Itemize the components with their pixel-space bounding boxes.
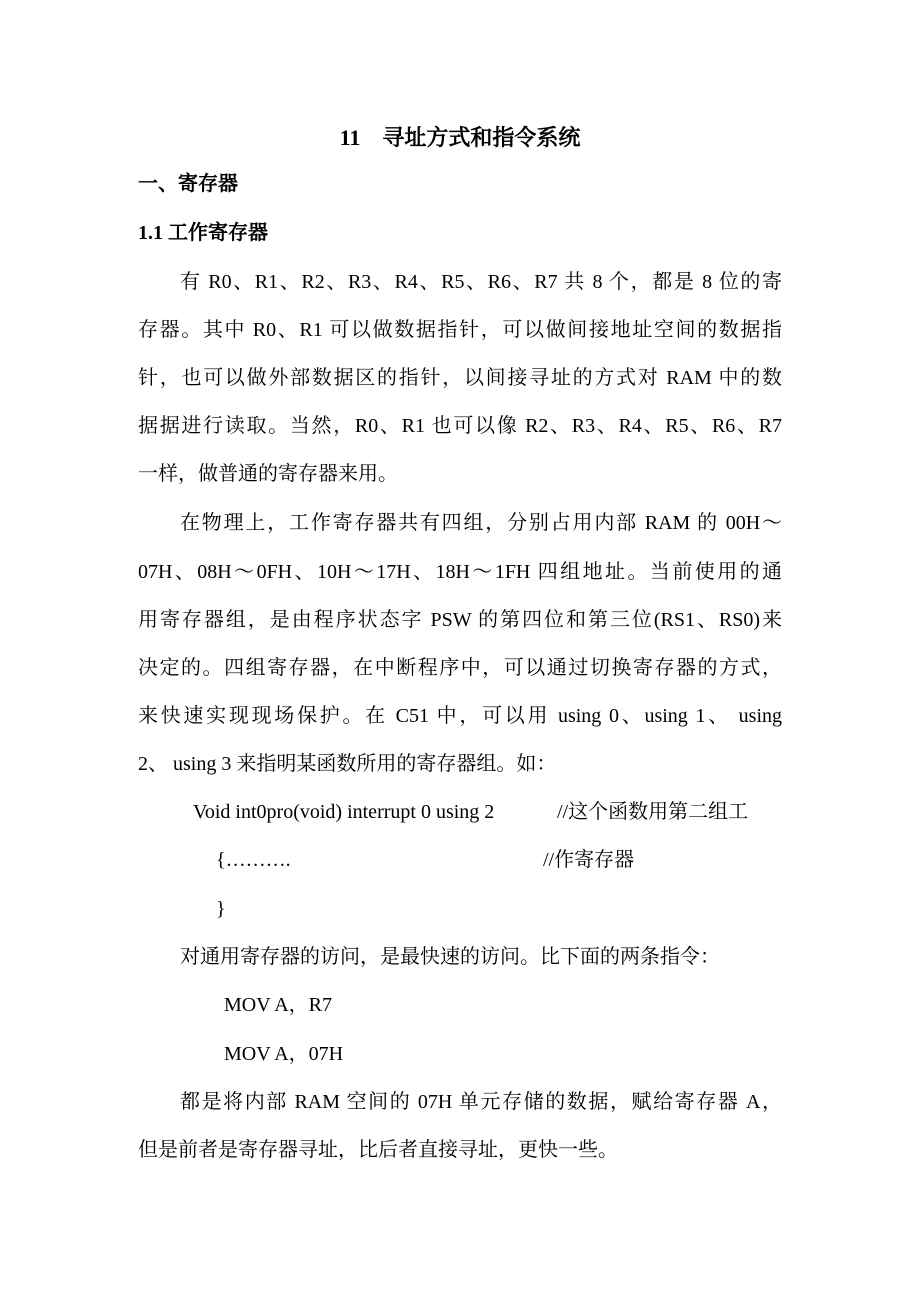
- code-line-3: }: [216, 898, 226, 920]
- paragraph-1-line-3: 针，也可以做外部数据区的指针，以间接寻址的方式对 RAM 中的数: [138, 367, 782, 389]
- paragraph-4-line-2: 但是前者是寄存器寻址，比后者直接寻址，更快一些。: [138, 1139, 618, 1161]
- page-title: 11 寻址方式和指令系统: [339, 125, 581, 150]
- subsection-heading: 1.1 工作寄存器: [138, 222, 268, 244]
- paragraph-1-line-2: 存器。其中 R0、R1 可以做数据指针，可以做间接地址空间的数据指: [138, 319, 782, 341]
- code-comment-1: //这个函数用第二组工: [557, 801, 749, 823]
- code-line-2: {……….: [216, 849, 291, 871]
- paragraph-1-line-4: 据据进行读取。当然，R0、R1 也可以像 R2、R3、R4、R5、R6、R7: [138, 415, 782, 437]
- instruction-1: MOV A，R7: [224, 994, 332, 1016]
- paragraph-2-line-1: 在物理上，工作寄存器共有四组，分别占用内部 RAM 的 00H～: [180, 512, 782, 534]
- paragraph-4-line-1: 都是将内部 RAM 空间的 07H 单元存储的数据，赋给寄存器 A，: [180, 1091, 782, 1113]
- code-comment-2: //作寄存器: [543, 849, 635, 871]
- code-line-1: Void int0pro(void) interrupt 0 using 2: [193, 801, 495, 823]
- paragraph-3: 对通用寄存器的访问，是最快速的访问。比下面的两条指令：: [180, 946, 720, 968]
- paragraph-2-line-3: 用寄存器组，是由程序状态字 PSW 的第四位和第三位(RS1、RS0)来: [138, 609, 782, 631]
- paragraph-2-line-5: 来快速实现现场保护。在 C51 中，可以用 using 0、using 1、 using: [138, 705, 782, 727]
- paragraph-2-line-4: 决定的。四组寄存器，在中断程序中，可以通过切换寄存器的方式，: [138, 657, 782, 679]
- instruction-2: MOV A，07H: [224, 1043, 344, 1065]
- paragraph-1-line-5: 一样，做普通的寄存器来用。: [138, 463, 398, 485]
- paragraph-2-line-2: 07H、08H～0FH、10H～17H、18H～1FH 四组地址。当前使用的通: [138, 561, 782, 583]
- section-heading: 一、寄存器: [138, 173, 238, 195]
- paragraph-2-line-6: 2、 using 3 来指明某函数所用的寄存器组。如：: [138, 753, 557, 775]
- paragraph-1-line-1: 有 R0、R1、R2、R3、R4、R5、R6、R7 共 8 个，都是 8 位的寄: [180, 271, 782, 293]
